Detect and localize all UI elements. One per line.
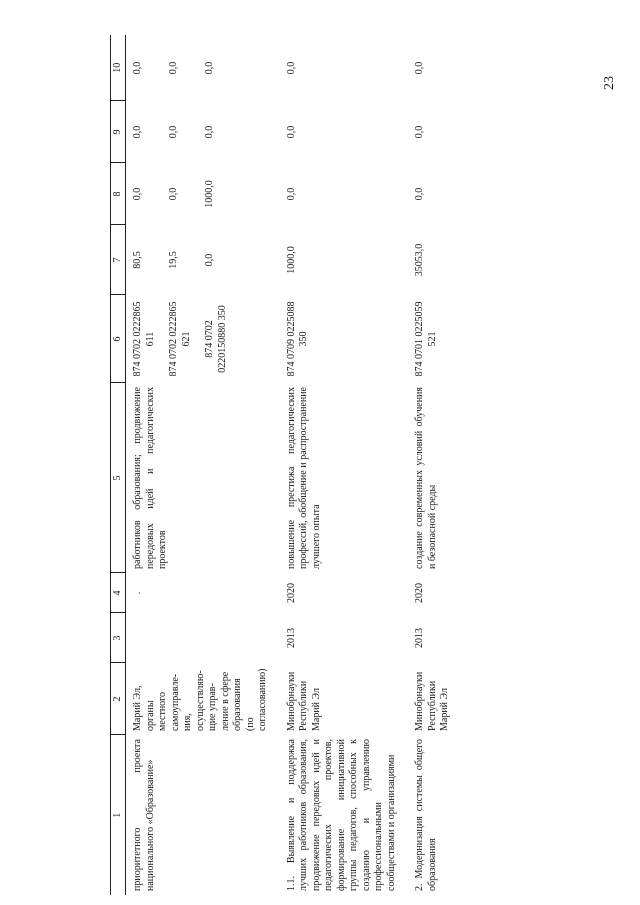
row3-executor: Минобрнауки Республики Марий Эл	[414, 671, 450, 731]
row3-col8: 0,0	[414, 187, 425, 201]
row1-col10-value-3: 0,0	[204, 61, 215, 75]
row1-code-3: 874 0702 0220150880 350	[204, 305, 228, 373]
row3-result: создание современных условий обучения и безопасной среды	[414, 387, 438, 569]
row1-code-1: 874 0702 0222865 611	[132, 301, 156, 377]
row1-col7-value-1: 80,5	[132, 251, 143, 269]
header-col-10: 10	[111, 35, 126, 101]
row2-result: повышение престижа педагогических профессий, обобщение и распространение лучшего опыта	[285, 387, 322, 569]
row1-col9-value-1: 0,0	[132, 125, 143, 139]
header-col-9: 9	[111, 101, 126, 163]
header-row	[111, 35, 126, 895]
row2-col10: 0,0	[285, 61, 297, 75]
row1-measure: приоритетного проекта национального «Образование»	[132, 739, 156, 891]
header-col-5: 5	[111, 383, 126, 573]
row3-col7: 35053,0	[414, 243, 425, 277]
row3-measure: 2. Модернизация системы общего образования	[414, 739, 438, 891]
row1-col9	[126, 101, 280, 163]
rotated-table-area	[110, 35, 640, 895]
row1-col9-value-2: 0,0	[168, 125, 179, 139]
page-number: 23	[602, 76, 617, 90]
row2-start-year: 2013	[285, 628, 297, 648]
header-col-2: 2	[111, 663, 126, 735]
row2-col7: 1000,0	[285, 246, 297, 274]
row1-col10-value-2: 0,0	[168, 61, 179, 75]
row2-measure: 1.1. Выявление и поддержка лучших работников образования, продвижение передовых идей и педагогических проектов, формирование инициативной группы педагогов, способных к созданию и управлению профессиональными сообществами и организациями	[285, 739, 397, 891]
row1-col7-value-2: 19,5	[168, 251, 179, 269]
row2-col9: 0,0	[285, 125, 297, 139]
row3-end-year: 2020	[414, 583, 425, 603]
row1-col8-value-3: 1000,0	[204, 180, 215, 208]
row1-col8-value-1: 0,0	[132, 187, 143, 201]
header-col-8: 8	[111, 163, 126, 225]
row1-col7	[126, 225, 280, 295]
budget-table	[110, 35, 462, 895]
row1-col8-value-2: 0,0	[168, 187, 179, 201]
row2-end-year: 2020	[285, 583, 297, 603]
row1-col7-value-3: 0,0	[204, 253, 215, 267]
table-row	[280, 35, 409, 895]
row3-col9: 0,0	[414, 125, 425, 139]
row2-executor: Минобрнауки Республики Марий Эл	[285, 671, 322, 731]
row2-code: 874 0709 0225088 350	[285, 301, 309, 377]
row3-code: 874 0701 0225059 521	[414, 301, 438, 377]
row1-result: работников образования; продвижение передовых идей и педагогических проектов	[132, 387, 168, 569]
row1-executor: Марий Эл, органы местного самоуправле-ния, осуществляю-щие управ-ление в сфере образования (по согласованию)	[132, 668, 268, 731]
table-row	[408, 35, 462, 895]
row1-code-2: 874 0702 0222865 621	[168, 301, 192, 377]
row3-col10: 0,0	[414, 61, 425, 75]
header-col-6: 6	[111, 295, 126, 383]
row1-col9-value-3: 0,0	[204, 125, 215, 139]
header-col-3: 3	[111, 613, 126, 663]
row1-end-year: .	[132, 591, 143, 595]
row3-start-year: 2013	[414, 628, 425, 648]
header-col-7: 7	[111, 225, 126, 295]
row1-col8	[126, 163, 280, 225]
row1-codes	[126, 295, 280, 383]
row1-col10	[126, 35, 280, 101]
row1-start-year	[126, 613, 280, 663]
row2-col8: 0,0	[285, 187, 297, 201]
header-col-1: 1	[111, 735, 126, 895]
header-col-4: 4	[111, 573, 126, 613]
table-row	[126, 35, 280, 895]
row1-col10-value-1: 0,0	[132, 61, 143, 75]
